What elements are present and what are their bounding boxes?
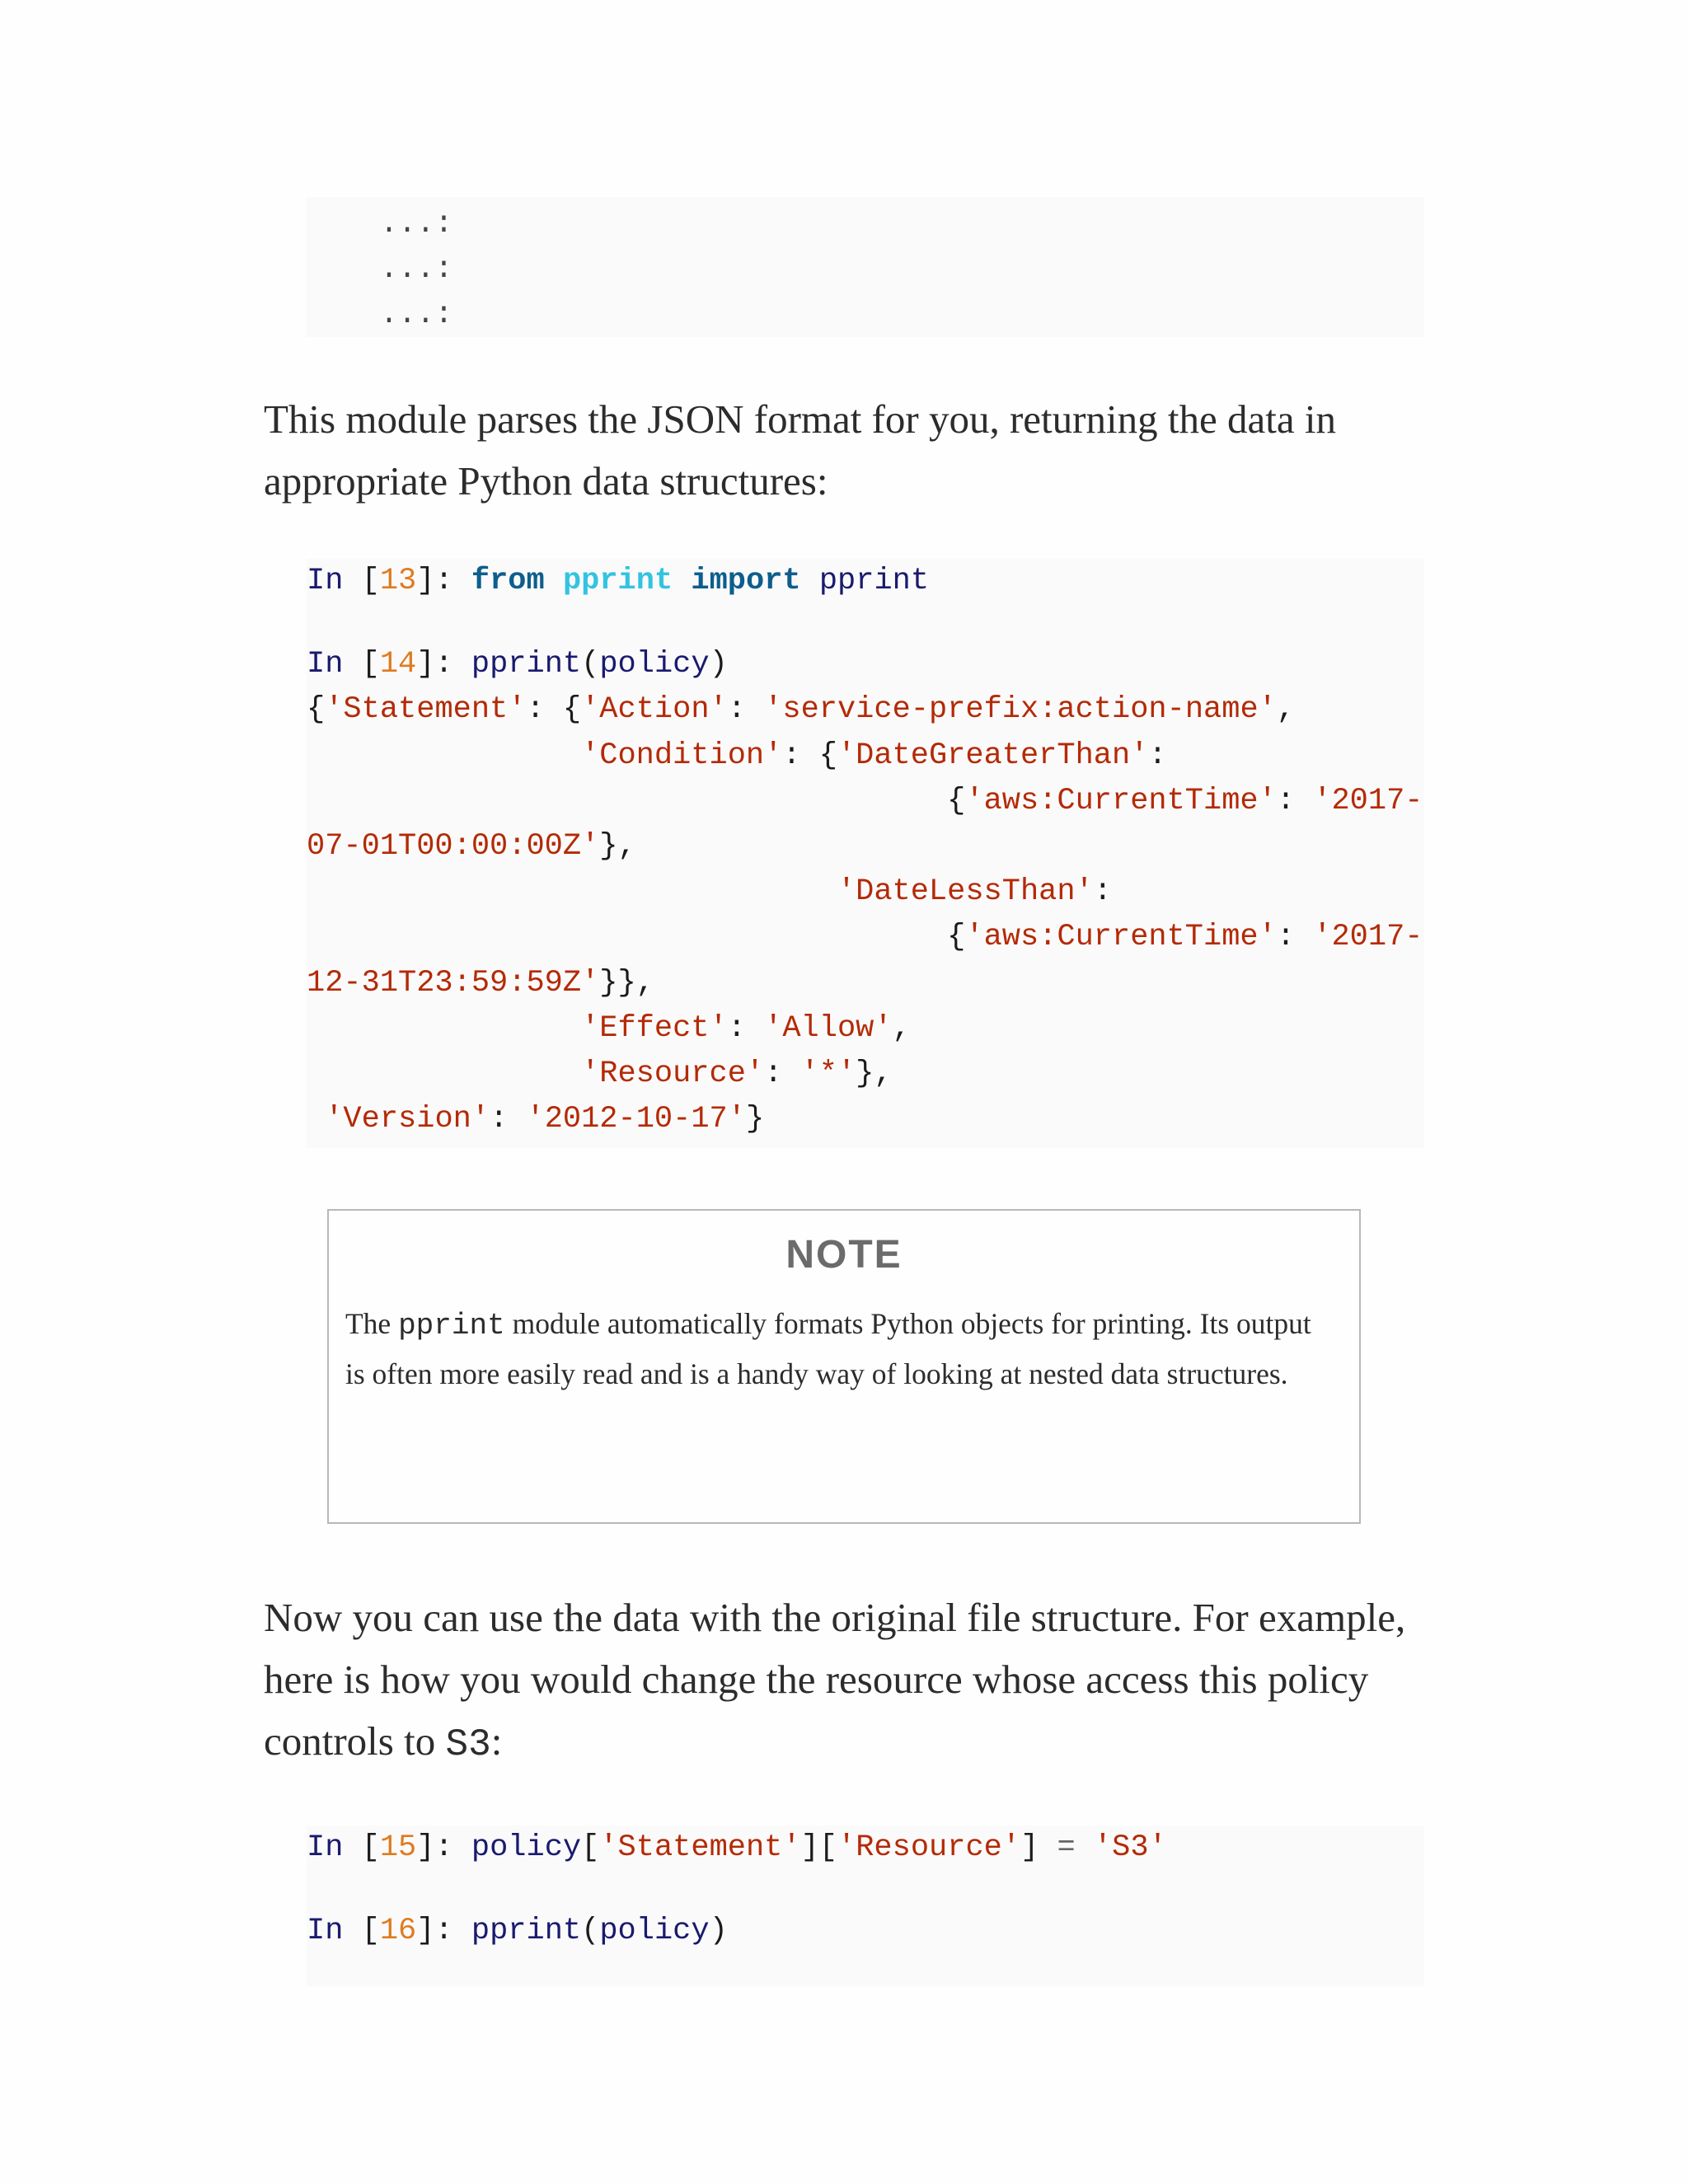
output-line: 'Effect': 'Allow', [581, 1010, 911, 1046]
output-line: 07-01T00:00:00Z'}, [307, 828, 636, 864]
output-line: 'Condition': {'DateGreaterThan': [581, 738, 1167, 773]
input-line-15: In [15]: policy['Statement']['Resource'] = 'S3' [307, 1830, 1167, 1865]
output-line: 'Resource': '*'}, [581, 1056, 893, 1091]
continuation-line: ...: [307, 252, 453, 288]
note-title: NOTE [785, 1233, 903, 1277]
input-line-13: In [13]: from pprint import pprint [307, 564, 930, 598]
continuation-line: ...: [307, 298, 453, 333]
note-body: The pprint module automatically formats Python objects for printing. Its output is often more easily read and is a handy way of looking at nested data structures. [345, 1307, 1311, 1390]
body-paragraph-json-parse: This module parses the JSON format for you, returning the data in appropriate Python data structures: [264, 396, 1336, 504]
body-paragraph-change-resource: Now you can use the data with the original file structure. For example, here is how you would change the resource whose access this policy controls to S3: [264, 1595, 1406, 1766]
input-line-16: In [16]: pprint(policy) [307, 1914, 728, 1949]
inline-code-s3: S3 [445, 1723, 491, 1766]
inline-code-pprint: pprint [398, 1309, 505, 1343]
code-block-continuation [307, 197, 1424, 337]
output-line: 12-31T23:59:59Z'}}, [307, 965, 654, 1001]
output-line: 'DateLessThan': [837, 874, 1112, 910]
output-line: 'Version': '2012-10-17'} [325, 1102, 765, 1137]
input-line-14: In [14]: pprint(policy) [307, 647, 728, 682]
code-block-modify-policy [307, 1825, 1424, 1986]
output-line: {'aws:CurrentTime': '2017- [947, 920, 1423, 955]
note-box [327, 1209, 1361, 1524]
output-line: {'aws:CurrentTime': '2017- [947, 783, 1423, 818]
output-line: {'Statement': {'Action': 'service-prefix:action-name', [307, 692, 1296, 728]
continuation-line: ...: [307, 207, 453, 241]
code-block-pprint [307, 559, 1424, 1148]
